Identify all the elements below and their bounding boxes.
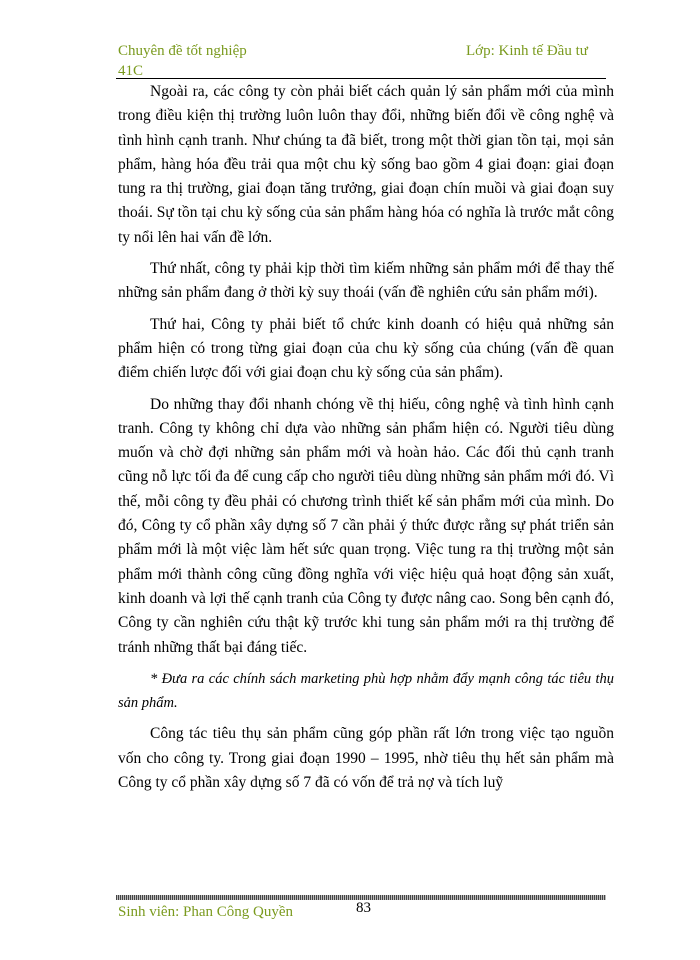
header-document-title xyxy=(118,41,247,81)
paragraph: Thứ hai, Công ty phải biết tổ chức kinh doanh có hiệu quả những sản phẩm hiện có trong từng giai đoạn của chu kỳ sống của chúng (vấn đề quan điểm chiến lược đối với giai đoạn chu kỳ sống của sản phẩm). xyxy=(118,315,614,382)
header-title-text: Chuyên đề tốt nghiệp xyxy=(118,43,247,59)
page-number: 83 xyxy=(356,900,371,916)
paragraph: Công tác tiêu thụ sản phẩm cũng góp phần rất lớn trong việc tạo nguồn vốn cho công ty. Trong giai đoạn 1990 – 1995, nhờ tiêu thụ hết sản phẩm mà Công ty cổ phần xây dựng số 7 đã có vốn để trả nợ và tích luỹ xyxy=(118,725,614,792)
header-divider xyxy=(116,78,606,79)
footer-student-name: Sinh viên: Phan Công Quyền xyxy=(118,904,293,920)
paragraph: Ngoài ra, các công ty còn phải biết cách quản lý sản phẩm mới của mình trong điều kiện thị trường luôn luôn thay đổi, những biến đổi về công nghệ và tình hình cạnh tranh. Như chúng ta đã biết, trong một thời gian tồn tại, mọi sản phẩm, hàng hóa đều trải qua một chu kỳ sống bao gồm 4 giai đoạn: giai đoạn tung ra thị trường, giai đoạn tăng trưởng, giai đoạn chín muồi và giai đoạn suy thoái. Sự tồn tại chu kỳ sống của sản phẩm hàng hóa có nghĩa là trước mắt công ty nổi lên hai vấn đề lớn. xyxy=(118,83,614,246)
section-heading-italic: * Đưa ra các chính sách marketing phù hợp nhằm đẩy mạnh công tác tiêu thụ sản phẩm. xyxy=(118,670,614,712)
document-body xyxy=(118,80,614,802)
header-class-label: Lớp: Kinh tế Đầu tư xyxy=(466,43,588,59)
paragraph: Do những thay đổi nhanh chóng về thị hiếu, công nghệ và tình hình cạnh tranh. Công ty không chỉ dựa vào những sản phẩm hiện có. Người tiêu dùng muốn và chờ đợi những sản phẩm mới và hoàn hảo. Các đối thủ cạnh tranh cũng nỗ lực tối đa để cung cấp cho người tiêu dùng những sản phẩm mới đó. Vì thế, mỗi công ty đều phải có chương trình thiết kế sản phẩm mới của mình. Do đó, Công ty cổ phần xây dựng số 7 cần phải ý thức được rằng sự phát triển sản phẩm mới là một việc làm hết sức quan trọng. Việc tung ra thị trường một sản phẩm mới thành công cũng đồng nghĩa với việc hiệu quả hoạt động sản xuất, kinh doanh và lợi thế cạnh tranh của Công ty được nâng cao. Song bên cạnh đó, Công ty cần nghiên cứu thật kỹ trước khi tung sản phẩm mới ra thị trường để tránh những thất bại đáng tiếc. xyxy=(118,395,614,656)
header-class-code: 41C xyxy=(118,63,144,79)
paragraph: Thứ nhất, công ty phải kịp thời tìm kiếm những sản phẩm mới để thay thế những sản phẩm đang ở thời kỳ suy thoái (vấn đề nghiên cứu sản phẩm mới). xyxy=(118,260,614,302)
